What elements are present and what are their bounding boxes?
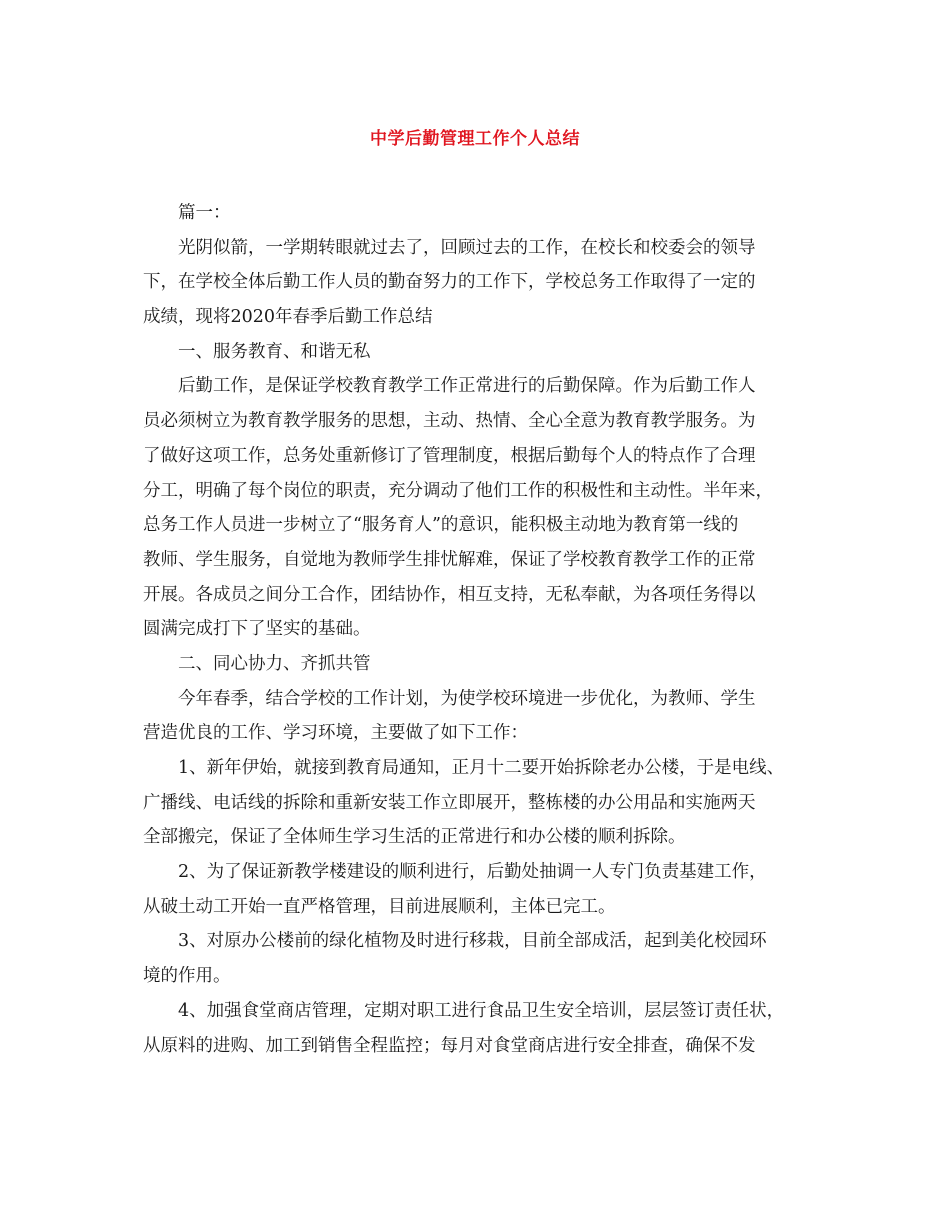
paragraph-line: 下，在学校全体后勤工作人员的勤奋努力的工作下，学校总务工作取得了一定的 [143,272,756,293]
paragraph-line: 教师、学生服务，自觉地为教师学生排忧解难，保证了学校教育教学工作的正常 [143,549,756,570]
paragraph-line: 开展。各成员之间分工合作，团结协作，相互支持，无私奉献，为各项任务得以 [143,584,756,605]
paragraph-line: 营造优良的工作、学习环境，主要做了如下工作： [143,723,528,744]
paragraph-line: 3、对原办公楼前的绿化植物及时进行移栽，目前全部成活，起到美化校园环 [178,931,767,952]
document-title: 中学后勤管理工作个人总结 [370,129,580,149]
paragraph-line: 4、加强食堂商店管理，定期对职工进行食品卫生安全培训，层层签订责任状， [178,1000,785,1021]
paragraph-line: 2、为了保证新教学楼建设的顺利进行，后勤处抽调一人专门负责基建工作， [178,862,767,883]
paragraph-line: 从原料的进购、加工到销售全程监控；每月对食堂商店进行安全排查，确保不发 [143,1035,756,1056]
paragraph-line: 全部搬完，保证了全体师生学习生活的正常进行和办公楼的顺利拆除。 [143,827,686,848]
paragraph-line: 今年春季，结合学校的工作计划，为使学校环境进一步优化，为教师、学生 [178,688,756,709]
paragraph-line: 1、新年伊始，就接到教育局通知，正月十二要开始拆除老办公楼，于是电线、 [178,758,785,778]
paragraph-line: 广播线、电话线的拆除和重新安装工作立即展开，整栋楼的办公用品和实施两天 [143,792,756,813]
document-body [143,196,808,1063]
paragraph-line: 成绩，现将2020年春季后勤工作总结 [143,307,433,328]
paragraph-line: 员必须树立为教育教学服务的思想，主动、热情、全心全意为教育教学服务。为 [143,411,756,432]
paragraph-line: 光阴似箭，一学期转眼就过去了，回顾过去的工作，在校长和校委会的领导 [178,237,756,258]
paragraph-line: 后勤工作，是保证学校教育教学工作正常进行的后勤保障。作为后勤工作人 [178,376,756,397]
paragraph-line: 境的作用。 [143,966,231,987]
paragraph-line: 从破土动工开始一直严格管理，目前进展顺利，主体已完工。 [143,896,616,917]
paragraph-line: 篇一： [178,203,231,223]
paragraph-line: 圆满完成打下了坚实的基础。 [143,619,371,640]
paragraph-line: 二、同心协力、齐抓共管 [178,653,371,674]
paragraph-line: 一、服务教育、和谐无私 [178,341,371,362]
paragraph-line: 分工，明确了每个岗位的职责，充分调动了他们工作的积极性和主动性。半年来， [143,480,773,501]
paragraph-line: 总务工作人员进一步树立了“服务育人”的意识，能积极主动地为教育第一线的 [143,515,739,536]
paragraph-line: 了做好这项工作，总务处重新修订了管理制度，根据后勤每个人的特点作了合理 [143,445,756,466]
